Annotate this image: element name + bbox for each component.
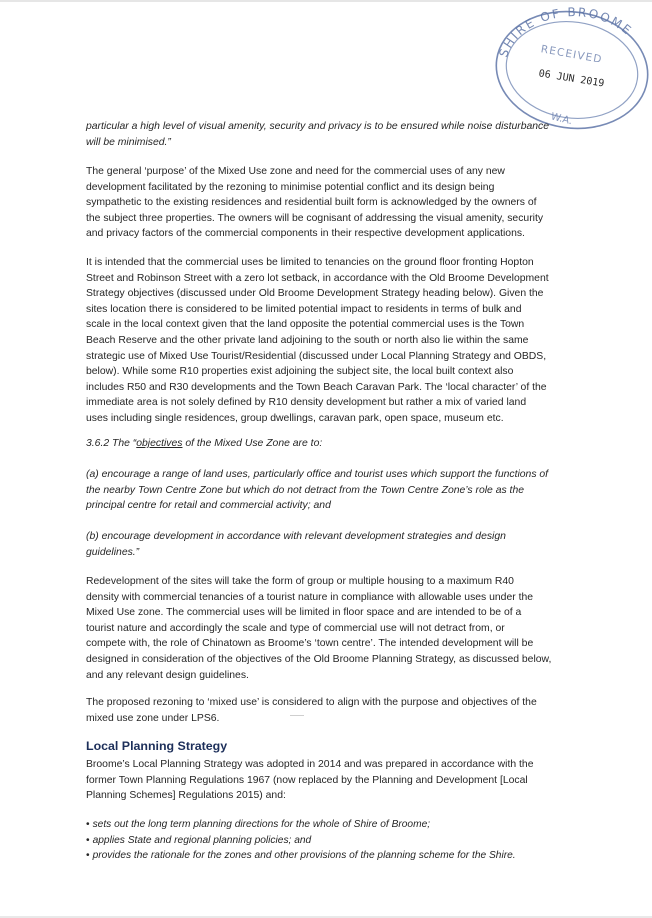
list-item bbox=[86, 817, 586, 833]
text-line: Broome’s Local Planning Strategy was adopted in 2014 and was prepared in accordance with the bbox=[86, 759, 534, 770]
text-line: Strategy objectives (discussed under Old Broome Development Strategy heading below). Given the bbox=[86, 288, 544, 300]
paragraph-purpose bbox=[86, 164, 566, 242]
text-line: the nearby Town Centre Zone but which do not detract from the Town Centre Zone’s role as the bbox=[86, 484, 525, 496]
text-line: uses including single residences, group dwellings, caravan park, open space, museum etc. bbox=[86, 412, 504, 424]
clause-suffix: of the Mixed Use Zone are to: bbox=[182, 438, 323, 449]
text-line: mixed use zone under LPS6. bbox=[86, 712, 220, 724]
text-line: former Town Planning Regulations 1967 (now replaced by the Planning and Development [Local bbox=[86, 774, 528, 786]
text-line: below). While some R10 properties exist adjoining the subject site, the local built context also bbox=[86, 366, 514, 378]
stamp-received: RECEIVED bbox=[539, 43, 604, 66]
text-line bbox=[86, 436, 566, 452]
text-line: Beach Reserve and the other private land adjoining to the south or north also lie within the same bbox=[86, 334, 529, 346]
text-line: strategic use of Mixed Use Tourist/Residential (discussed under Local Planning Strategy and OBDS, bbox=[86, 350, 547, 362]
clause-prefix: 3.6.2 The “ bbox=[86, 438, 137, 449]
text-line: scale in the local context given that the land opposite the potential commercial uses is the Town bbox=[86, 319, 525, 331]
section-intro bbox=[86, 757, 566, 804]
text-line: will be minimised.” bbox=[86, 136, 171, 148]
bullet-list bbox=[86, 817, 586, 864]
bullet-icon: • bbox=[86, 850, 90, 862]
bullet-text: applies State and regional planning policies; and bbox=[92, 834, 312, 846]
list-item bbox=[86, 833, 586, 849]
text-line: sympathetic to the existing residences and residential built form is acknowledged by the owners of bbox=[86, 197, 537, 209]
text-line: and any relevant design guidelines. bbox=[86, 669, 249, 681]
bullet-icon: • bbox=[86, 819, 90, 830]
text-line: includes R50 and R30 developments and the Town Beach Caravan Park. The ‘local character’ of the bbox=[86, 381, 547, 393]
text-line: It is intended that the commercial uses be limited to tenancies on the ground floor fronting Hopton bbox=[86, 257, 534, 268]
text-line: tourist nature and accordingly the scale and type of commercial use will not detract from, or bbox=[86, 622, 505, 634]
text-line: development facilitated by the rezoning to minimise potential conflict and its design being bbox=[86, 181, 495, 193]
paragraph-conclusion bbox=[86, 695, 566, 726]
text-line: density with commercial tenancies of a tourist nature in compliance with allowable uses under the bbox=[86, 591, 534, 603]
text-line: designed in consideration of the objectives of the Old Broome Planning Strategy, as discussed below, bbox=[86, 653, 552, 665]
received-stamp bbox=[482, 4, 650, 136]
text-line: Street and Robinson Street with a zero lot setback, in accordance with the Old Broome Development bbox=[86, 272, 549, 284]
text-line: (a) encourage a range of land uses, particularly office and tourist uses which support the functions of bbox=[86, 469, 549, 480]
text-line: The proposed rezoning to ‘mixed use’ is considered to align with the purpose and objectives of the bbox=[86, 697, 537, 708]
objective-a bbox=[86, 467, 566, 514]
bullet-icon: • bbox=[86, 834, 90, 846]
stamp-title: SHIRE OF BROOME bbox=[496, 5, 636, 60]
text-line: immediate area is not solely defined by R10 density development but rather a mix of varied land bbox=[86, 397, 527, 409]
text-line: compete with, the role of Chinatown as Broome’s ‘town centre’. The intended development will be bbox=[86, 638, 534, 650]
text-line: guidelines.” bbox=[86, 546, 140, 558]
paragraph-commercial-uses bbox=[86, 255, 566, 427]
bullet-text: provides the rationale for the zones and other provisions of the planning scheme for the Shire. bbox=[92, 850, 516, 862]
scan-smudge bbox=[290, 715, 304, 716]
clause-heading bbox=[86, 436, 566, 452]
scan-edge-top bbox=[0, 0, 652, 2]
text-line: (b) encourage development in accordance with relevant development strategies and design bbox=[86, 531, 506, 542]
paragraph-quote-ending bbox=[86, 119, 566, 150]
text-line: Planning Schemes] Regulations 2015) and: bbox=[86, 790, 286, 802]
text-line: the subject three properties. The owners will be cognisant of addressing the visual amenity, security bbox=[86, 212, 544, 224]
text-line: Redevelopment of the sites will take the form of group or multiple housing to a maximum R40 bbox=[86, 576, 514, 587]
text-line: principal centre for retail and commercial activity; and bbox=[86, 500, 331, 512]
text-line: particular a high level of visual amenity, security and privacy is to be ensured while noise disturbance bbox=[86, 121, 550, 132]
section-heading: Local Planning Strategy bbox=[86, 739, 228, 753]
stamp-footer: W.A. bbox=[549, 111, 574, 128]
text-line: Mixed Use zone. The commercial uses will be limited in floor space and are intended to be of a bbox=[86, 607, 522, 619]
bullet-text: sets out the long term planning directions for the whole of Shire of Broome; bbox=[92, 819, 431, 830]
clause-objectives-underlined: objectives bbox=[136, 438, 183, 449]
text-line: The general ‘purpose’ of the Mixed Use zone and need for the commercial uses of any new bbox=[86, 166, 505, 177]
text-line: and privacy factors of the commercial components in their respective development applications. bbox=[86, 228, 525, 240]
list-item bbox=[86, 848, 586, 864]
text-line: sites location there is considered to be limited potential impact to residents in terms of bulk and bbox=[86, 303, 522, 315]
objective-b bbox=[86, 529, 566, 560]
paragraph-redevelopment bbox=[86, 574, 566, 683]
stamp-date: 06 JUN 2019 bbox=[537, 68, 605, 90]
